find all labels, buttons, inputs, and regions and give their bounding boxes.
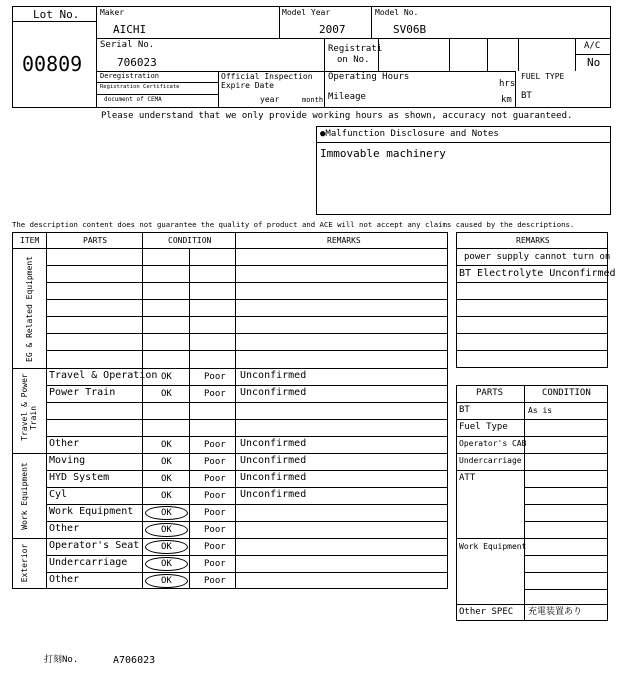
model-no-value: SV06B [393, 23, 427, 36]
registration-label-2: on No. [337, 55, 370, 65]
operating-hours-label: Operating Hours [328, 72, 410, 82]
ok-cell: OK [161, 491, 172, 501]
part-cell: Operator's Seat [49, 540, 140, 551]
poor-cell: Poor [204, 508, 226, 518]
accuracy-notice: Please understand that we only provide working hours as shown, accuracy not guaranteed. [101, 111, 573, 121]
ok-cell: OK [161, 576, 172, 586]
remark-cell: Unconfirmed [240, 489, 307, 500]
deregistration-label: Deregistration [100, 72, 160, 80]
condition-header: CONDITION [542, 388, 591, 398]
year-label: year [260, 95, 280, 104]
att-label: ATT [459, 473, 476, 483]
bt-label: BT [459, 405, 470, 415]
eg-remark-line-2: BT Electrolyte Unconfirmed [459, 268, 616, 279]
group-work-label: Work Equipment [20, 462, 29, 530]
ac-label: A/C [584, 41, 601, 51]
remark-cell: Unconfirmed [240, 472, 307, 483]
registration-certificate-label: Registration Certificate [100, 84, 180, 90]
remark-cell: Unconfirmed [240, 438, 307, 449]
part-cell: Cyl [49, 489, 68, 500]
model-no-label: Model No. [375, 8, 419, 17]
bt-condition: As is [528, 406, 553, 415]
registration-label: Registrati [328, 44, 383, 54]
group-eg-label: EG & Related Equipment [25, 256, 34, 362]
stamp-label: 打刻No. [44, 655, 79, 665]
malfunction-box [316, 126, 611, 215]
disclaimer: The description content does not guarantee the quality of product and ACE will not accept any claims caused by the descriptions. [12, 220, 575, 229]
ok-cell: OK [161, 389, 172, 399]
remarks-header: REMARKS [327, 236, 361, 245]
other-spec-label: Other SPEC [459, 607, 514, 617]
remark-cell: Unconfirmed [240, 370, 307, 381]
lot-number: 00809 [22, 52, 83, 76]
group-travel-label-2: Train [29, 405, 38, 431]
km-label: km [501, 95, 512, 105]
eg-remarks-header: REMARKS [516, 236, 550, 245]
part-cell: Power Train [49, 387, 116, 398]
hrs-label: hrs [499, 79, 516, 89]
poor-cell: Poor [204, 372, 226, 382]
poor-cell: Poor [204, 440, 226, 450]
model-year-label: Model Year [282, 8, 331, 17]
ok-cell: OK [161, 457, 172, 467]
cema-label: document of CEMA [104, 96, 162, 103]
model-year-value: 2007 [319, 23, 346, 36]
ok-cell: OK [161, 474, 172, 484]
malfunction-text: Immovable machinery [320, 147, 446, 160]
group-travel-label: Travel & Power [20, 373, 29, 441]
operators-cab-label: Operator's CAB [459, 439, 527, 448]
fuel-type-value: BT [521, 91, 532, 101]
stamp-value: A706023 [113, 655, 156, 666]
eg-remark-line-1: power supply cannot turn on [464, 252, 611, 262]
work-equipment-label: Work Equipment [459, 542, 527, 551]
poor-cell: Poor [204, 474, 226, 484]
serial-label: Serial No. [100, 40, 155, 50]
remark-cell: Unconfirmed [240, 455, 307, 466]
poor-cell: Poor [204, 525, 226, 535]
parts-header: PARTS [476, 388, 504, 398]
group-exterior-label: Exterior [20, 543, 29, 583]
maker-label: Maker [100, 8, 125, 17]
poor-cell: Poor [204, 389, 226, 399]
part-cell: Other [49, 523, 80, 534]
inspection-label: Official Inspection [221, 72, 313, 81]
part-cell: Other [49, 574, 80, 585]
part-cell: Moving [49, 455, 86, 466]
fuel-type-label: Fuel Type [459, 422, 508, 432]
undercarriage-label: Undercarriage [459, 456, 522, 465]
ok-cell: OK [161, 542, 172, 552]
part-cell: Other [49, 438, 80, 449]
ok-cell: OK [161, 440, 172, 450]
ok-cell: OK [161, 559, 172, 569]
mileage-label: Mileage [328, 92, 366, 102]
inspection-label-2: Expire Date [221, 81, 274, 90]
poor-cell: Poor [204, 542, 226, 552]
other-spec-value: 充電装置あり [528, 607, 583, 617]
ok-cell: OK [161, 525, 172, 535]
poor-cell: Poor [204, 457, 226, 467]
parts-header: PARTS [83, 236, 108, 245]
fuel-type-label: FUEL TYPE [521, 72, 565, 81]
part-cell: Work Equipment [49, 506, 134, 517]
ok-cell: OK [161, 508, 172, 518]
poor-cell: Poor [204, 576, 226, 586]
malfunction-title: ●Malfunction Disclosure and Notes [320, 129, 499, 139]
maker-value: AICHI [113, 23, 147, 36]
remark-cell: Unconfirmed [240, 387, 307, 398]
ok-cell: OK [161, 372, 172, 382]
lot-label: Lot No. [33, 8, 80, 21]
poor-cell: Poor [204, 491, 226, 501]
month-label: month [302, 96, 324, 104]
ac-value: No [587, 56, 601, 69]
poor-cell: Poor [204, 559, 226, 569]
item-header: ITEM [20, 236, 40, 245]
part-cell: HYD System [49, 472, 110, 483]
condition-header: CONDITION [168, 236, 212, 245]
part-cell: Undercarriage [49, 557, 128, 568]
part-cell: Travel & Operation [49, 370, 158, 381]
serial-value: 706023 [117, 56, 157, 69]
